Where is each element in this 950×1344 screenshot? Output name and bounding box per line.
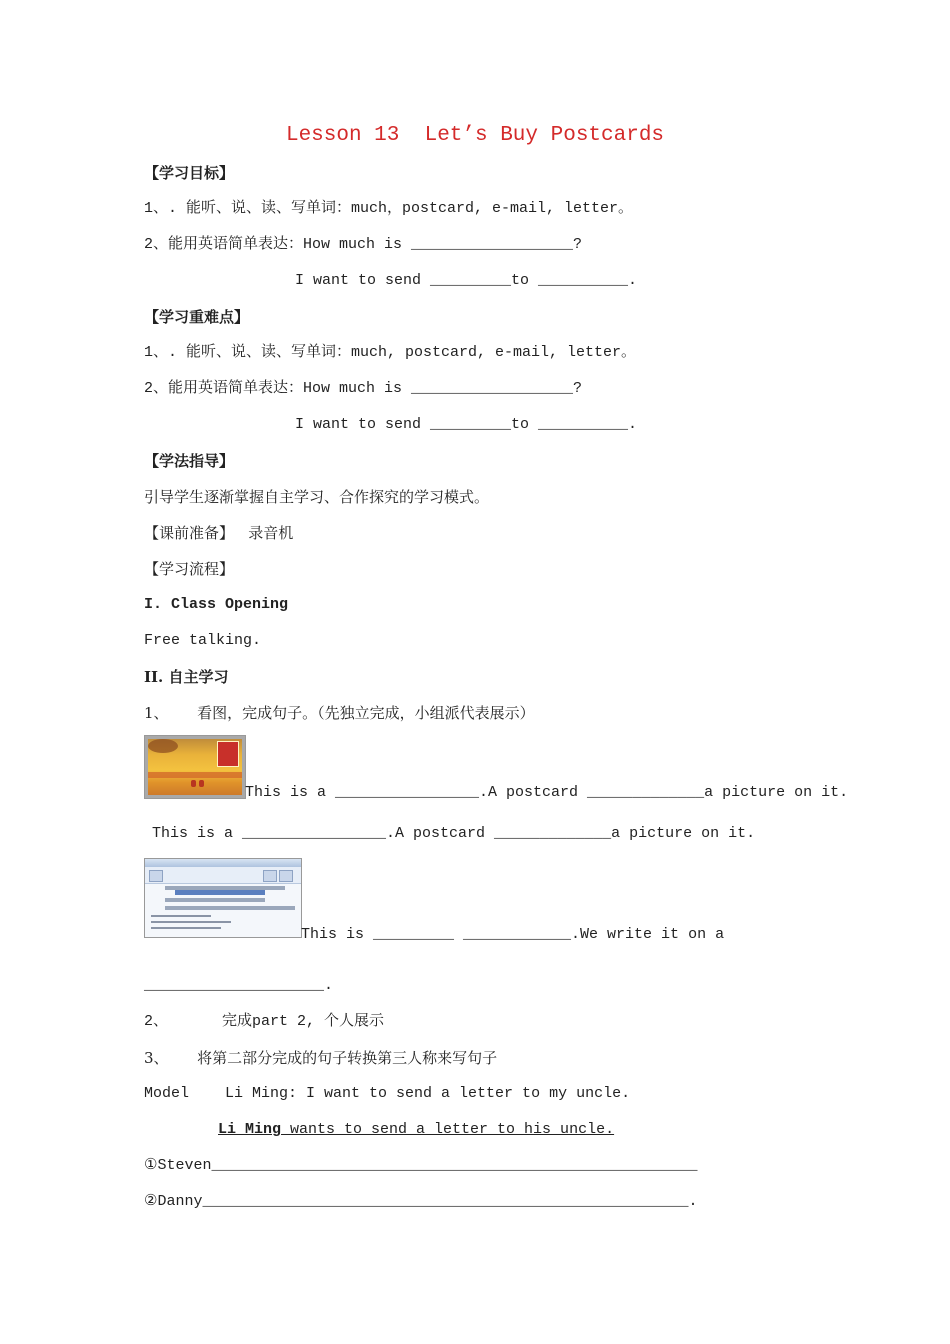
free-talking-line: Free talking. (144, 632, 262, 649)
email-sentence: This is _________ ____________.We write it on a (301, 926, 725, 943)
objectives-line-2: 2、能用英语简单表达：How much is __________________? (144, 236, 583, 253)
model-line: Model Li Ming: I want to send a letter to my uncle. (144, 1085, 631, 1102)
email-screenshot-image (144, 858, 302, 938)
keypoints-line-3: I want to send _________to __________. (295, 416, 638, 433)
steven-line: ①Steven______________________________________________________ (144, 1157, 698, 1174)
method-heading: 【学法指导】 (144, 452, 235, 470)
class-opening-heading: I. Class Opening (144, 596, 289, 613)
objectives-heading: 【学习目标】 (144, 164, 235, 182)
postcard-sentence: This is a ________________.A postcard _____________a picture on it. (245, 784, 849, 801)
postcard-image (144, 735, 246, 799)
prep-line: 【课前准备】 录音机 (144, 524, 294, 542)
item-3-line: 3、 将第二部分完成的句子转换第三人称来写句子 (144, 1049, 498, 1067)
model-answer-rest: wants to send a letter to his uncle. (281, 1121, 615, 1138)
keypoints-line-2: 2、能用英语简单表达：How much is __________________? (144, 380, 583, 397)
objectives-line-1: 1、. 能听、说、读、写单词：much，postcard, e-mail, letter。 (144, 200, 634, 217)
item-2-line: 2、 完成part 2, 个人展示 (144, 1013, 385, 1030)
item-1-line: 1、 看图，完成句子。（先独立完成，小组派代表展示） (144, 704, 535, 722)
model-answer-name: Li Ming (218, 1121, 282, 1138)
objectives-line-3: I want to send _________to __________. (295, 272, 638, 289)
postcard-sentence-repeat: This is a ________________.A postcard _____________a picture on it. (152, 825, 756, 842)
self-study-heading: II. 自主学习 (144, 668, 229, 686)
method-line-1: 引导学生逐渐掌握自主学习、合作探究的学习模式。 (144, 488, 490, 506)
page-title: Lesson 13 Let’s Buy Postcards (285, 124, 665, 147)
model-answer (218, 1120, 614, 1140)
process-heading: 【学习流程】 (144, 560, 235, 578)
keypoints-heading: 【学习重难点】 (144, 308, 250, 326)
email-sentence-blank: ____________________. (144, 977, 334, 994)
danny-line: ②Danny______________________________________________________. (144, 1193, 698, 1210)
keypoints-line-1: 1、. 能听、说、读、写单词：much, postcard, e-mail, letter。 (144, 344, 637, 361)
